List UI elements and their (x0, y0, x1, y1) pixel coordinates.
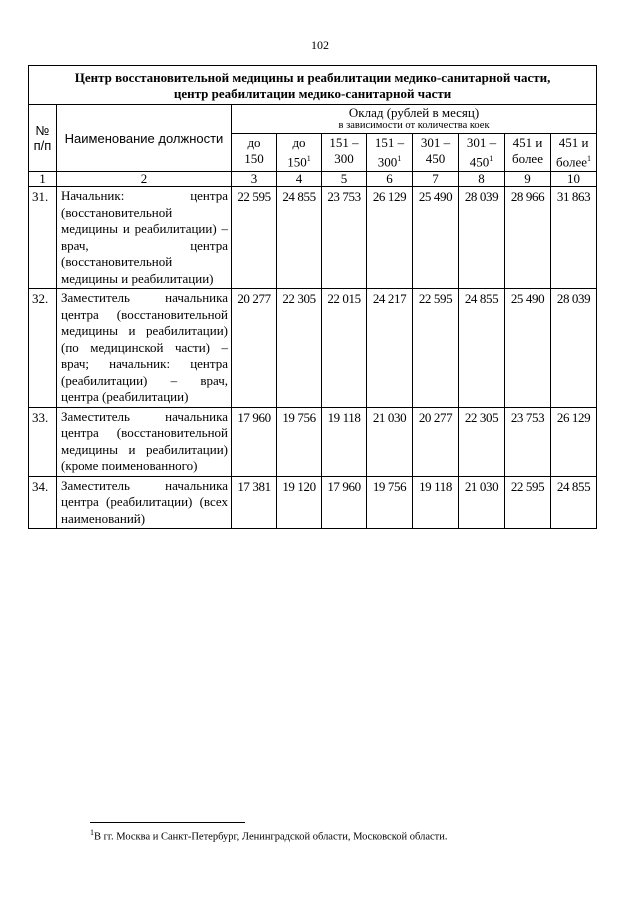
range-line2-text: 450 (425, 151, 446, 166)
salary-value: 26 129 (551, 407, 597, 476)
salary-value: 22 595 (505, 476, 551, 529)
column-number: 3 (232, 172, 277, 187)
range-line2 (505, 151, 550, 167)
position-name: Начальник: центра (восстановительной медицины и реабилитации) – врач, центра (восстановительной медицины и реабилитации) (57, 187, 232, 289)
range-line2-text: 300 (334, 151, 354, 166)
table-title-line2: центр реабилитации медико-санитарной части (173, 86, 452, 101)
salary-value: 19 756 (367, 476, 413, 529)
column-number: 2 (57, 172, 232, 187)
range-line1: до (247, 135, 261, 150)
salary-value: 19 120 (277, 476, 322, 529)
title-row (29, 66, 597, 105)
header-position-name: Наименование должности (57, 105, 232, 172)
range-line1: 301 – (466, 135, 497, 150)
range-line2 (232, 151, 276, 167)
range-line2 (367, 151, 412, 170)
footnote (90, 826, 448, 844)
salary-value: 28 966 (505, 187, 551, 289)
header-range-10 (551, 134, 597, 172)
salary-value: 26 129 (367, 187, 413, 289)
salary-value: 22 595 (232, 187, 277, 289)
range-footnote-marker: 1 (397, 154, 402, 163)
column-number: 6 (367, 172, 413, 187)
range-line2-text: более (556, 154, 588, 170)
range-line2 (413, 151, 458, 167)
salary-value: 22 305 (459, 407, 505, 476)
row-number: 31. (29, 187, 57, 289)
row-number: 32. (29, 289, 57, 408)
range-line2-text: 450 (469, 154, 490, 170)
range-line2 (322, 151, 366, 167)
table-row (29, 187, 597, 289)
salary-value: 24 217 (367, 289, 413, 408)
table-body (29, 187, 597, 529)
range-footnote-marker: 1 (306, 154, 311, 163)
header-row-1 (29, 105, 597, 134)
row-number: 34. (29, 476, 57, 529)
header-range-9 (505, 134, 551, 172)
salary-value: 22 015 (322, 289, 367, 408)
salary-value: 28 039 (459, 187, 505, 289)
column-numbers-row (29, 172, 597, 187)
range-line2-text: 150 (287, 154, 307, 170)
position-name: Заместитель начальника центра (восстановительной медицины и реабилитации) (по медицинской части) – врач; начальник: центра (реабилитации) – врач, центра (реабилитации) (57, 289, 232, 408)
salary-value: 24 855 (277, 187, 322, 289)
salary-value: 21 030 (459, 476, 505, 529)
column-number: 10 (551, 172, 597, 187)
header-range-7 (413, 134, 459, 172)
range-line2-text: более (512, 151, 543, 166)
salary-value: 20 277 (232, 289, 277, 408)
header-range-5 (322, 134, 367, 172)
salary-value: 20 277 (413, 407, 459, 476)
salary-value: 22 305 (277, 289, 322, 408)
header-range-3 (232, 134, 277, 172)
table-row (29, 289, 597, 408)
salary-value: 19 756 (277, 407, 322, 476)
range-line1: 451 и (558, 135, 589, 150)
header-num: № п/п (29, 105, 57, 172)
table-row (29, 476, 597, 529)
column-number: 8 (459, 172, 505, 187)
column-number: 5 (322, 172, 367, 187)
range-line2 (459, 151, 504, 170)
salary-value: 19 118 (413, 476, 459, 529)
range-footnote-marker: 1 (489, 154, 494, 163)
range-footnote-marker: 1 (587, 154, 592, 163)
column-number: 4 (277, 172, 322, 187)
table-title (29, 66, 597, 105)
salary-value: 19 118 (322, 407, 367, 476)
salary-value: 17 960 (322, 476, 367, 529)
range-line2 (551, 151, 596, 170)
header-range-6 (367, 134, 413, 172)
range-line2-text: 300 (377, 154, 398, 170)
header-range-8 (459, 134, 505, 172)
range-line1: 301 – (420, 135, 451, 150)
salary-value: 23 753 (505, 407, 551, 476)
salary-value: 24 855 (459, 289, 505, 408)
table-title-line1: Центр восстановительной медицины и реабилитации медико-санитарной части, (74, 70, 551, 85)
salary-value: 23 753 (322, 187, 367, 289)
page-number: 102 (311, 38, 329, 52)
salary-value: 28 039 (551, 289, 597, 408)
footnote-divider (90, 822, 245, 823)
header-salary (232, 105, 597, 134)
table-row (29, 407, 597, 476)
header-salary-line1: Оклад (рублей в месяц) (348, 105, 480, 120)
column-number: 7 (413, 172, 459, 187)
range-line1: 451 и (512, 135, 543, 150)
range-line1: до (292, 135, 306, 150)
salary-table (28, 65, 597, 529)
salary-value: 25 490 (413, 187, 459, 289)
salary-value: 17 960 (232, 407, 277, 476)
range-line2 (277, 151, 321, 170)
column-number: 9 (505, 172, 551, 187)
salary-value: 17 381 (232, 476, 277, 529)
salary-value: 22 595 (413, 289, 459, 408)
range-line2-text: 150 (244, 151, 264, 166)
row-number: 33. (29, 407, 57, 476)
footnote-text: В гг. Москва и Санкт-Петербург, Ленинградской области, Московской области. (94, 831, 448, 843)
range-line1: 151 – (329, 135, 359, 150)
column-number: 1 (29, 172, 57, 187)
salary-value: 21 030 (367, 407, 413, 476)
salary-value: 25 490 (505, 289, 551, 408)
header-range-4 (277, 134, 322, 172)
salary-value: 31 863 (551, 187, 597, 289)
footnote-marker: 1 (90, 828, 94, 837)
position-name: Заместитель начальника центра (восстановительной медицины и реабилитации) (кроме поименованного) (57, 407, 232, 476)
position-name: Заместитель начальника центра (реабилитации) (всех наименований) (57, 476, 232, 529)
range-line1: 151 – (374, 135, 405, 150)
salary-value: 24 855 (551, 476, 597, 529)
header-salary-line2: в зависимости от количества коек (338, 120, 490, 131)
